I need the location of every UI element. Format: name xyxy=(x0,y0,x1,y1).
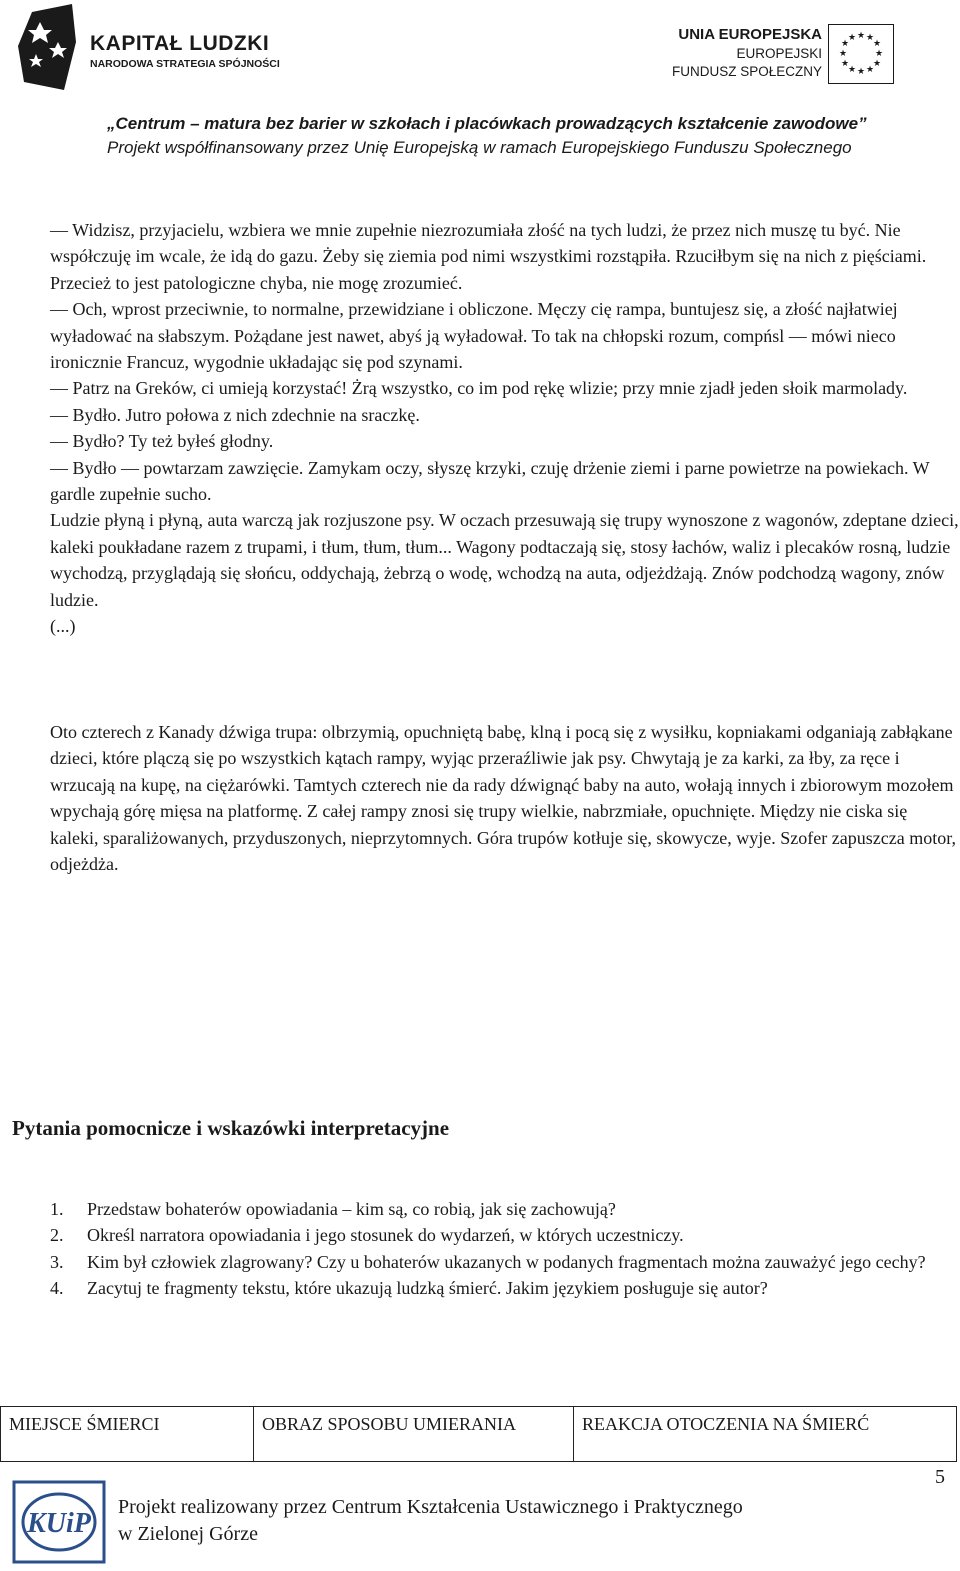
analysis-table xyxy=(0,1406,957,1462)
question-item xyxy=(50,1249,960,1275)
svg-text:★: ★ xyxy=(865,65,875,75)
eu-fund-line2: FUNDUSZ SPOŁECZNY xyxy=(671,64,822,79)
question-text: Kim był człowiek zlagrowany? Czy u bohaterów ukazanych w podanych fragmentach można zauważyć jego cechy? xyxy=(87,1251,926,1272)
svg-text:★: ★ xyxy=(847,33,857,43)
excerpt-paragraph: — Och, wprost przeciwnie, to normalne, przewidziane i obliczone. Męczy cię rampa, buntujesz się, a złość najłatwiej wyładować na słabszym. Pożądane jest nawet, abyś ją wyładował. To tak na chłopski rozum, compńsl — mówi nieco ironicznie Francuz, wygodnie układając się pod szynami. xyxy=(50,299,898,373)
table-header-row xyxy=(1,1407,957,1462)
excerpt-paragraph: — Bydło. Jutro połowa z nich zdechnie na sraczkę. xyxy=(50,404,420,425)
kapital-ludzki-logo xyxy=(14,2,304,94)
svg-text:★: ★ xyxy=(865,33,875,43)
svg-text:★: ★ xyxy=(856,67,866,77)
question-item xyxy=(50,1196,960,1222)
svg-text:★: ★ xyxy=(856,31,866,41)
excerpt-paragraph: — Widzisz, przyjacielu, wzbiera we mnie zupełnie niezrozumiała złość na tych ludzi, że przez nich muszę tu być. Nie współczuję im wcale, że idą do gazu. Żeby się ziemia pod nimi wszystkimi rozstąpiła. Rzuciłbym się na nich z pięściami. Przecież to jest patologiczne chyba, nie mogę zrozumieć. xyxy=(50,220,927,293)
questions-heading: Pytania pomocnicze i wskazówki interpretacyjne xyxy=(12,1116,450,1140)
question-number: 4. xyxy=(50,1278,64,1299)
question-number: 1. xyxy=(50,1199,64,1219)
question-number: 3. xyxy=(50,1251,64,1272)
excerpt-paragraph: — Bydło? Ty też byłeś głodny. xyxy=(50,431,274,452)
table-header-manner: OBRAZ SPOSOBU UMIERANIA xyxy=(254,1407,574,1462)
kapital-ludzki-emblem-icon xyxy=(14,2,84,94)
svg-text:★: ★ xyxy=(838,49,848,59)
svg-text:★: ★ xyxy=(840,59,850,69)
question-text: Zacytuj te fragmenty tekstu, które ukazują ludzką śmierć. Jakim językiem posługuje się autor? xyxy=(87,1278,768,1299)
excerpt-paragraph: — Bydło — powtarzam zawzięcie. Zamykam oczy, słyszę krzyki, czuję drżenie ziemi i parne powietrze na powiekach. W gardle zupełnie sucho. xyxy=(50,457,930,505)
footer-line-1: Projekt realizowany przez Centrum Kształcenia Ustawicznego i Praktycznego xyxy=(118,1496,743,1518)
eu-name: UNIA EUROPEJSKA xyxy=(678,26,822,43)
footer-text xyxy=(118,1494,743,1548)
question-item xyxy=(50,1222,960,1248)
question-number: 2. xyxy=(50,1225,64,1246)
footer-line-2: w Zielonej Górze xyxy=(118,1523,258,1545)
table-header-reaction: REAKCJA OTOCZENIA NA ŚMIERĆ xyxy=(574,1407,957,1462)
project-subtitle: Projekt współfinansowany przez Unię Europejską w ramach Europejskiego Funduszu Społecznego xyxy=(107,138,852,157)
eu-flag-icon xyxy=(828,24,894,84)
eu-logo xyxy=(660,26,940,86)
ckuip-logo-icon xyxy=(12,1480,106,1564)
svg-text:★: ★ xyxy=(840,39,850,49)
svg-text:★: ★ xyxy=(872,39,882,49)
excerpt-ellipsis: (...) xyxy=(50,616,76,637)
eu-fund-line1: EUROPEJSKI xyxy=(736,46,822,61)
excerpt-paragraph: Oto czterech z Kanady dźwiga trupa: olbrzymią, opuchniętą babę, klną i pocą się z wysiłku, kopniakami odganiają zabłąkane dzieci, które plączą się po wszystkich kątach rampy, wyjąc przeraźliwie jak psy. Chwytają je za karki, za łby, za ręce i wrzucają na kupę, na ciężarówki. Tamtych czterech nie da rady dźwignąć baby na auto, wołają innych i zbiorowym mozołem wpychają górę mięsa na platformę. Z całej rampy znosi się trupy wielkie, nabrzmiałe, opuchnięte. Między nie ciska się kaleki, sparaliżowanych, przyduszonych, nieprzytomnych. Góra trupów kotłuje się, skowycze, wyje. Szofer zapuszcza motor, odjeżdża. xyxy=(50,722,956,875)
excerpt-block-1 xyxy=(50,217,960,640)
excerpt-paragraph: — Patrz na Greków, ci umieją korzystać! Żrą wszystko, co im pod rękę wlizie; przy mnie zjadł jeden słoik marmolady. xyxy=(50,378,908,399)
svg-text:★: ★ xyxy=(847,65,857,75)
excerpt-paragraph: Ludzie płyną i płyną, auta warczą jak rozjuszone psy. W oczach przesuwają się trupy wynoszone z wagonów, zdeptane dzieci, kaleki poukładane razem z trupami, i tłum, tłum, tłum... Wagony podtaczają się, stosy łachów, waliz i plecaków rosną, ludzie wychodzą, przyglądają się słońcu, oddychają, żebrzą o wodę, wchodzą na auta, odjeżdżają. Znów podchodzą wagony, znów ludzie. xyxy=(50,510,959,610)
ckuip-logo xyxy=(12,1480,106,1564)
questions-list xyxy=(50,1196,960,1302)
question-item xyxy=(50,1275,960,1301)
page-number: 5 xyxy=(935,1466,945,1488)
question-text: Określ narratora opowiadania i jego stosunek do wydarzeń, w których uczestniczy. xyxy=(87,1225,684,1246)
table-header-place: MIEJSCE ŚMIERCI xyxy=(1,1407,254,1462)
svg-text:★: ★ xyxy=(874,49,884,59)
kapital-ludzki-subtitle: NARODOWA STRATEGIA SPÓJNOŚCI xyxy=(90,58,280,70)
question-text: Przedstaw bohaterów opowiadania – kim są, co robią, jak się zachowują? xyxy=(87,1199,616,1219)
kapital-ludzki-title: KAPITAŁ LUDZKI xyxy=(90,32,270,55)
excerpt-block-2 xyxy=(50,719,960,877)
project-title: „Centrum – matura bez barier w szkołach i placówkach prowadzących kształcenie zawodowe” xyxy=(107,114,867,133)
svg-text:★: ★ xyxy=(872,59,882,69)
ckuip-logo-text: KUiP xyxy=(27,1508,91,1539)
